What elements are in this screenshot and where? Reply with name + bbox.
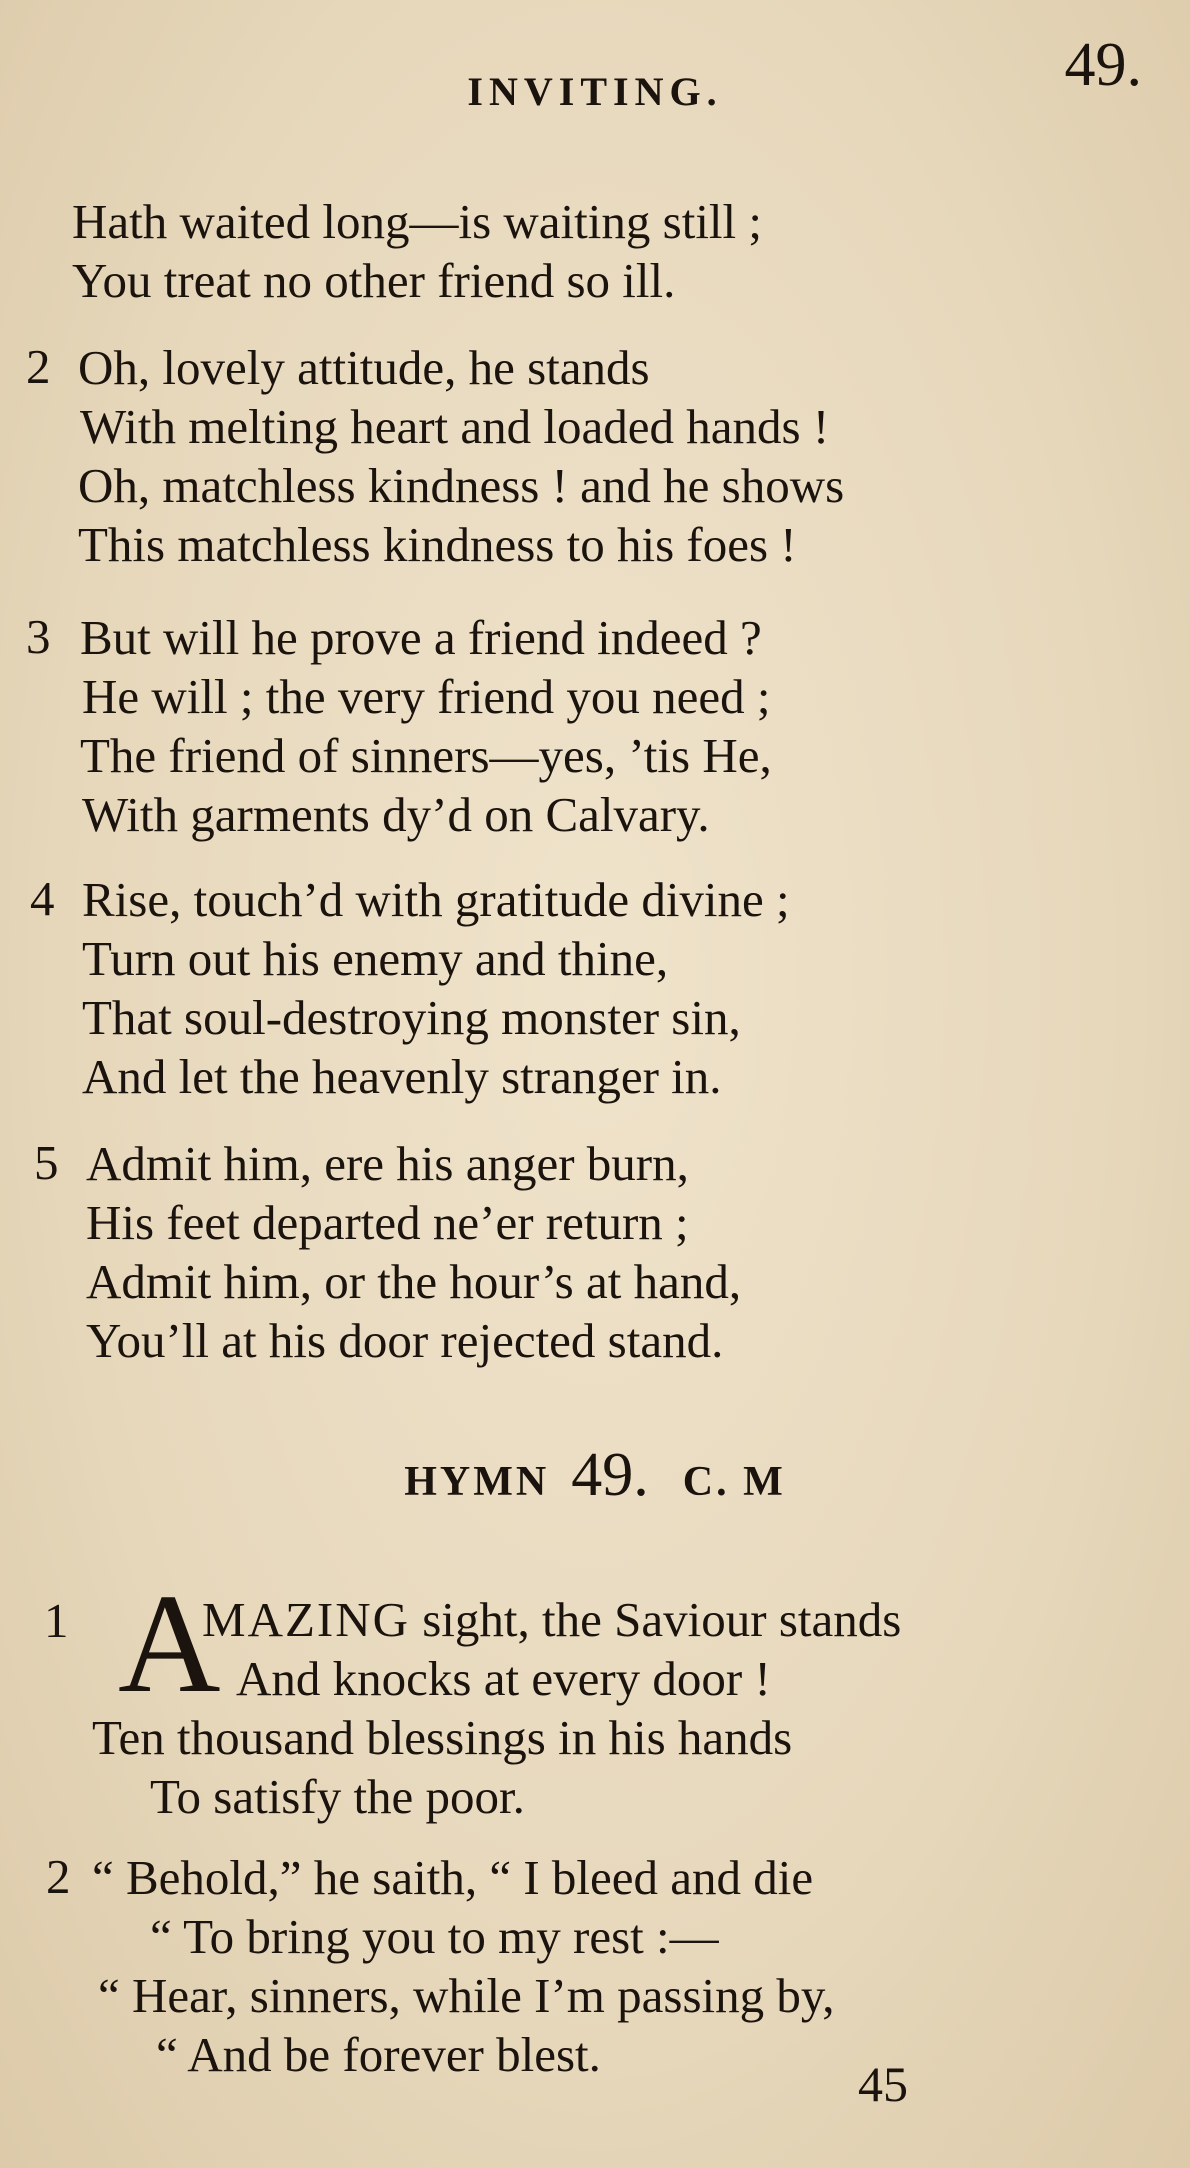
hymn-heading	[0, 1440, 1190, 1511]
hymn49-stanza-2	[0, 1848, 1190, 2084]
continuation-stanza	[0, 192, 1190, 310]
stanza-number: 3	[26, 609, 51, 664]
verse-line: And let the heavenly stranger in.	[82, 1049, 722, 1104]
stanza-number: 4	[30, 871, 55, 926]
verse-line: Rise, touch’d with gratitude divine ;	[82, 872, 790, 927]
first-line-rest: sight, the Saviour stands	[422, 1592, 902, 1647]
verse-line: “ To bring you to my rest :—	[150, 1909, 719, 1964]
verse-line: “ And be forever blest.	[156, 2027, 601, 2082]
verse-line: But will he prove a friend indeed ?	[80, 610, 762, 665]
verse-line: You treat no other friend so ill.	[72, 253, 676, 308]
verse-line: This matchless kindness to his foes !	[78, 517, 797, 572]
verse-line: Admit him, or the hour’s at hand,	[86, 1254, 742, 1309]
drop-cap: A	[118, 1564, 221, 1722]
verse-line: “ Behold,” he saith, “ I bleed and die	[92, 1850, 814, 1905]
verse-line	[0, 1590, 1190, 1649]
stanza-2	[0, 338, 1190, 574]
verse-line: His feet departed ne’er return ;	[86, 1195, 689, 1250]
verse-line: And knocks at every door !	[236, 1651, 771, 1706]
running-title: INVITING.	[467, 69, 723, 114]
verse-line: Ten thousand blessings in his hands	[92, 1710, 793, 1765]
stanza-number: 2	[46, 1849, 71, 1904]
verse-line: “ Hear, sinners, while I’m passing by,	[98, 1968, 835, 2023]
verse-line: He will ; the very friend you need ;	[82, 669, 771, 724]
signature-mark: 45	[858, 2056, 908, 2112]
verse-line: With garments dy’d on Calvary.	[82, 787, 710, 842]
stanza-5	[0, 1134, 1190, 1370]
hymn-label: HYMN	[404, 1459, 550, 1505]
verse-line: You’ll at his door rejected stand.	[86, 1313, 724, 1368]
verse-line: Hath waited long—is waiting still ;	[72, 194, 763, 249]
verse-line: Oh, matchless kindness ! and he shows	[78, 458, 845, 513]
hymn-meter: C. M	[682, 1459, 786, 1505]
verse-line: That soul-destroying monster sin,	[82, 990, 741, 1045]
stanza-4	[0, 870, 1190, 1106]
verse-line: With melting heart and loaded hands !	[80, 399, 830, 454]
verse-line: Oh, lovely attitude, he stands	[78, 340, 650, 395]
verse-line: Turn out his enemy and thine,	[82, 931, 669, 986]
cap-word: MAZING	[202, 1592, 410, 1647]
stanza-number: 5	[34, 1135, 59, 1190]
stanza-number: 2	[26, 339, 51, 394]
hymn-number: 49.	[571, 1441, 649, 1509]
hymn49-stanza-1	[0, 1590, 1190, 1826]
verse-line: Admit him, ere his anger burn,	[86, 1136, 689, 1191]
stanza-3	[0, 608, 1190, 844]
verse-line: To satisfy the poor.	[150, 1769, 525, 1824]
page-number: 49.	[1064, 31, 1142, 99]
stanza-number: 1	[44, 1593, 69, 1648]
verse-line: The friend of sinners—yes, ’tis He,	[80, 728, 772, 783]
